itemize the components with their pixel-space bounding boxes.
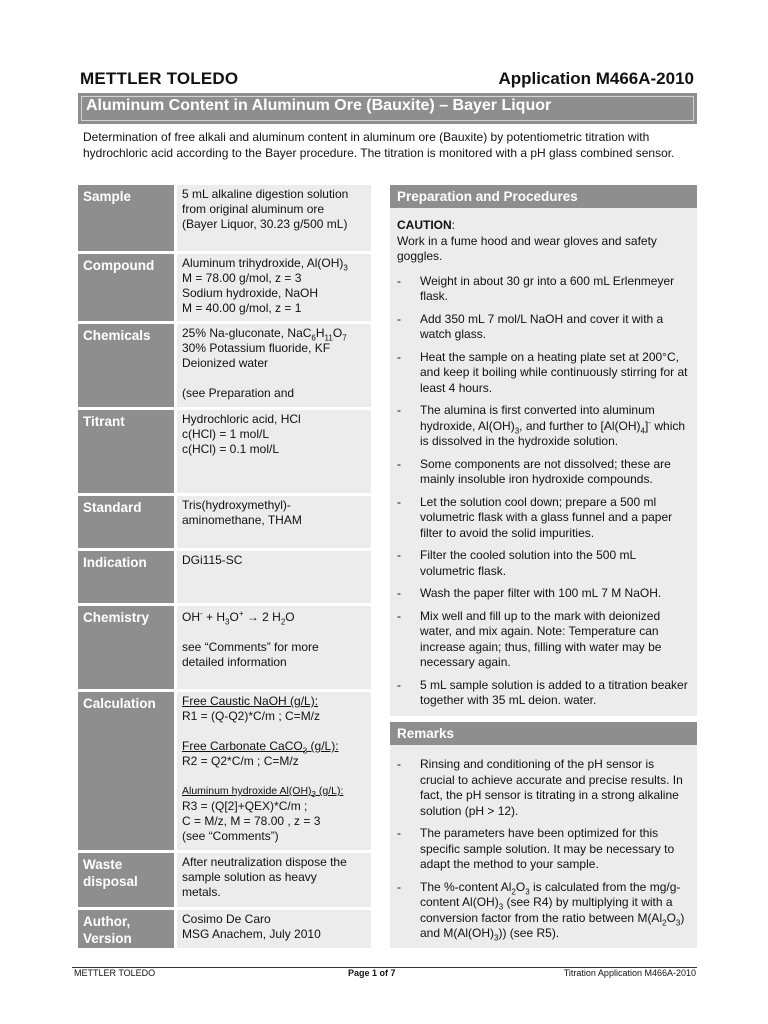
list-item: - Mix well and fill up to the mark with deionized water, and mix again. Note: Temperature can increase again; thus, filling with water may be necessary again.: [397, 608, 662, 669]
label-sample: Sample: [78, 185, 174, 251]
value-sample: 5 mL alkaline digestion solution from original aluminum ore (Bayer Liquor, 30.23 g/500 mL): [177, 185, 371, 251]
list-item: - Heat the sample on a heating plate set at 200°C, and keep it boiling while continuously stirring for at least 4 hours.: [397, 349, 688, 395]
document-title: Aluminum Content in Aluminum Ore (Bauxite) – Bayer Liquor: [86, 97, 552, 114]
list-item: - Wash the paper filter with 100 mL 7 M NaOH.: [397, 586, 662, 600]
list-item: - Add 350 mL 7 mol/L NaOH and cover it with a watch glass.: [397, 311, 664, 341]
label-indication: Indication: [78, 551, 174, 603]
caution-text: Work in a fume hood and wear gloves and safety goggles.: [397, 233, 657, 263]
brand-name: METTLER TOLEDO: [80, 69, 239, 88]
label-chemicals: Chemicals: [78, 324, 174, 407]
list-item: - Weight in about 30 gr into a 600 mL Erlenmeyer flask.: [397, 273, 675, 303]
remarks-heading: Remarks: [390, 722, 697, 745]
value-indication: DGi115-SC: [177, 551, 371, 603]
application-number: Application M466A-2010: [498, 69, 694, 88]
preparation-body: [390, 208, 697, 716]
value-standard: Tris(hydroxymethyl)- aminomethane, THAM: [177, 496, 371, 548]
footer-brand: METTLER TOLEDO: [74, 968, 156, 978]
list-item: - 5 mL sample solution is added to a titration beaker together with 35 mL deion. water.: [397, 677, 688, 707]
title-bar: [78, 93, 697, 124]
list-item: - Let the solution cool down; prepare a 500 ml volumetric flask with a glass funnel and a paper filter to avoid the solid impurities.: [397, 494, 673, 540]
remarks-body: [390, 745, 697, 948]
value-calculation: Free Caustic NaOH (g/L): R1 = (Q-Q2)*C/m ; C=M/z Free Carbonate CaCO$_3$ (g/L): R2 = Q2*C/m ; C=M/z Aluminum hydroxide $Al(OH)_3$ (g/L): R3 = (Q[2]+QEX)*C/m ; C = M/z, M = 78.00 , z = 3 (see “Comments”): [177, 692, 371, 850]
label-calculation: Calculation: [78, 692, 174, 850]
value-compound: Aluminum trihydroxide, $Al(OH)_3$ M = 78.00 g/mol, z = 3 Sodium hydroxide, NaOH M = 40.00 g/mol, z = 1: [177, 254, 371, 321]
caution-heading: CAUTION:: [397, 218, 456, 232]
value-chemicals: 25% Na-gluconate, $NaC_6H_{11}O_7$ 30% Potassium fluoride, KF Deionized water (see Preparation and: [177, 324, 371, 407]
label-waste-disposal: Waste disposal: [78, 853, 174, 907]
preparation-heading: Preparation and Procedures: [390, 185, 697, 208]
value-waste-disposal: After neutralization dispose the sample solution as heavy metals.: [177, 853, 371, 907]
list-item: - Filter the cooled solution into the 500 mL volumetric flask.: [397, 548, 636, 578]
value-titrant: Hydrochloric acid, HCl c(HCl) = 1 mol/L c(HCl) = 0.1 mol/L: [177, 410, 371, 493]
label-chemistry: Chemistry: [78, 606, 174, 689]
list-item: - Some components are not dissolved; these are mainly insoluble iron hydroxide compounds.: [397, 456, 671, 486]
list-item: - The parameters have been optimized for this specific sample solution. It may be necessary to adapt the method to your sample.: [397, 826, 675, 871]
label-author-version: Author, Version: [78, 910, 174, 948]
footer-application: Titration Application M466A-2010: [563, 968, 696, 978]
label-standard: Standard: [78, 496, 174, 548]
intro-paragraph: Determination of free alkali and aluminum content in aluminum ore (Bauxite) by potentiometric titration with hydrochloric acid according to the Bayer procedure. The titration is monitored with a pH glass combined sensor.: [83, 130, 675, 160]
list-item: - The %-content $Al_2O_3$ is calculated from the mg/g-content $Al(OH)_3$ (see R4) by multiplying it with a conversion factor from the ratio between $M(Al_2O_3)$ and $M(Al(OH)_3)$) (see R5).: [397, 879, 685, 943]
value-chemistry: $OH^- + H_3O^+ \to 2$ $H_2O$ see “Comments” for more detailed information: [177, 606, 371, 689]
label-compound: Compound: [78, 254, 174, 321]
value-author-version: Cosimo De Caro MSG Anachem, July 2010: [177, 910, 371, 948]
label-titrant: Titrant: [78, 410, 174, 493]
list-item: - Rinsing and conditioning of the pH sensor is crucial to achieve accurate and precise results. In fact, the pH sensor is titrating in a strong alkaline solution (pH > 12).: [397, 757, 683, 818]
footer-page-number: Page 1 of 7: [348, 968, 396, 978]
list-item: - The alumina is first converted into aluminum hydroxide, $Al(OH)_3$, and further to $[Al(OH)_4]^-$ which is dissolved in the hydroxide solution.: [397, 403, 686, 448]
